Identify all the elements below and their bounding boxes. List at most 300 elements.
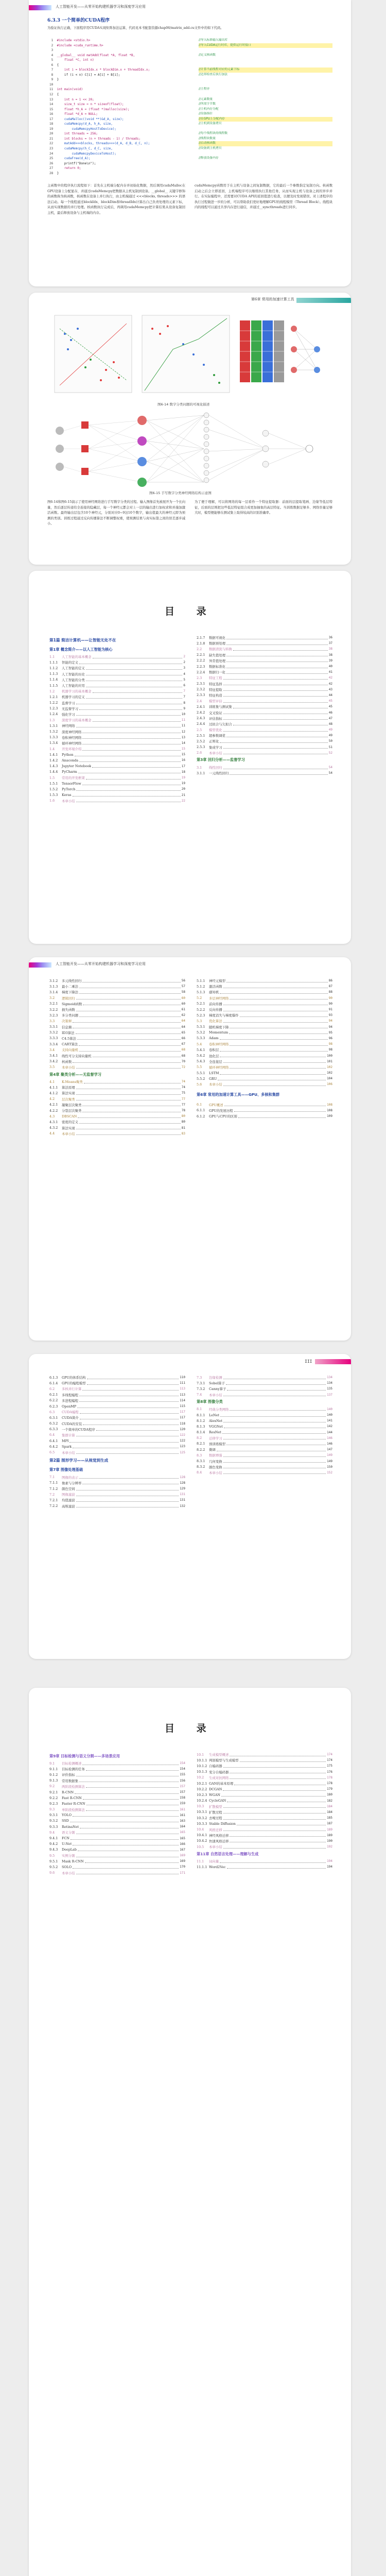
toc-entry[interactable] — [49, 706, 185, 711]
toc-entry[interactable] — [49, 1847, 185, 1853]
toc-entry[interactable] — [49, 677, 185, 683]
toc-entry[interactable] — [49, 671, 185, 677]
toc-entry-page: 129 — [180, 1487, 185, 1491]
toc-entry[interactable] — [197, 687, 332, 692]
toc-entry[interactable] — [49, 694, 185, 700]
toc-entry-page: 14 — [181, 741, 185, 745]
toc-entry-title: 决策树 — [61, 1019, 72, 1024]
toc-chapter-heading[interactable]: 第8章 图像分类 — [197, 1399, 223, 1404]
toc-entry[interactable] — [197, 1815, 332, 1821]
toc-entry[interactable] — [49, 1772, 185, 1777]
toc-entry[interactable] — [49, 984, 185, 989]
toc-entry[interactable] — [49, 1047, 185, 1053]
toc-entry[interactable] — [197, 1076, 332, 1081]
toc-entry[interactable] — [49, 1475, 185, 1480]
toc-entry[interactable] — [49, 995, 185, 1001]
toc-entry-number: 1.1.5 — [49, 683, 58, 688]
toc-entry[interactable] — [197, 1792, 332, 1798]
toc-entry[interactable] — [197, 1423, 332, 1429]
toc-entry[interactable] — [49, 1108, 185, 1113]
code-line-text: cudaMemcpy(h_C, d_C, size, — [57, 147, 113, 151]
toc-entry[interactable] — [49, 1824, 185, 1829]
toc-entry[interactable] — [49, 1113, 185, 1119]
toc-entry[interactable] — [197, 1769, 332, 1775]
toc-entry[interactable] — [197, 640, 332, 646]
toc-entry[interactable] — [49, 1503, 185, 1509]
toc-entry[interactable] — [197, 652, 332, 658]
toc-entry[interactable] — [197, 681, 332, 687]
toc-entry-title: 异常值处理 — [208, 658, 225, 663]
toc-entry[interactable] — [49, 1829, 185, 1835]
toc-dot-leader — [226, 642, 328, 645]
toc-entry[interactable] — [197, 1458, 332, 1464]
toc-entry-number: 1.5 — [49, 775, 55, 780]
toc-entry[interactable] — [197, 1386, 332, 1392]
code-comment: //释放设备内存 — [199, 157, 219, 160]
toc-entry[interactable] — [197, 1030, 332, 1036]
toc-entry[interactable] — [197, 1809, 332, 1815]
toc-dot-leader — [76, 1031, 181, 1034]
toc-dot-leader — [76, 1086, 181, 1089]
toc-entry[interactable] — [49, 1766, 185, 1772]
toc-dot-leader — [87, 1376, 179, 1379]
toc-dot-leader — [93, 655, 183, 658]
toc-entry-title: 本章小结 — [61, 1131, 75, 1136]
toc-entry[interactable] — [197, 1798, 332, 1804]
toc-entry-number: 5.5.2 — [197, 1076, 205, 1081]
toc-entry-number: 2.2.4 — [197, 670, 205, 674]
toc-entry[interactable] — [49, 1492, 185, 1497]
toc-entry[interactable] — [197, 1833, 332, 1838]
toc-entry-page: 154 — [180, 1767, 185, 1771]
toc-entry[interactable] — [49, 1079, 185, 1084]
toc-entry[interactable] — [49, 764, 185, 769]
toc-entry[interactable] — [197, 669, 332, 675]
mini-network — [294, 329, 317, 370]
code-line-text: float *C, int n) — [57, 58, 94, 62]
toc-entry[interactable] — [197, 1781, 332, 1786]
toc-entry[interactable] — [197, 704, 332, 709]
toc-entry[interactable] — [49, 1053, 185, 1058]
toc-entry[interactable] — [49, 1841, 185, 1847]
toc-entry[interactable] — [197, 744, 332, 750]
toc-entry[interactable] — [197, 1470, 332, 1476]
toc-entry[interactable] — [49, 1380, 185, 1386]
code-comment: //计算当前线程对应的元素下标 — [199, 67, 332, 73]
toc-dot-leader — [223, 711, 328, 714]
toc-entry[interactable] — [49, 1030, 185, 1036]
toc-entry[interactable] — [49, 1096, 185, 1102]
toc-entry[interactable] — [197, 1757, 332, 1763]
toc-chapter-heading[interactable]: 第3章 回归分析——监督学习 — [197, 757, 245, 762]
header-color-bar — [29, 962, 51, 968]
toc-entry[interactable] — [197, 770, 332, 776]
toc-entry-number: 1.4.3 — [49, 764, 58, 769]
toc-entry[interactable] — [197, 1064, 332, 1070]
toc-entry-title: 常用的开发框架 — [61, 776, 85, 781]
toc-entry-number: 5.1.1 — [197, 978, 205, 983]
toc-entry[interactable] — [197, 989, 332, 995]
toc-entry[interactable] — [197, 1070, 332, 1076]
toc-entry[interactable] — [197, 1392, 332, 1398]
toc-entry[interactable] — [49, 728, 185, 734]
toc-dot-leader — [233, 722, 328, 725]
toc-entry[interactable] — [197, 1435, 332, 1441]
toc-dot-leader — [82, 1103, 180, 1106]
toc-entry[interactable] — [49, 989, 185, 995]
toc-entry-number: 2.4 — [197, 699, 202, 703]
toc-entry[interactable] — [197, 978, 332, 984]
toc-entry[interactable] — [49, 1835, 185, 1841]
toc-entry[interactable] — [197, 646, 332, 652]
toc-entry[interactable] — [49, 1392, 185, 1398]
toc-entry-number: 10.2.4 — [197, 1799, 207, 1803]
toc-entry[interactable] — [49, 688, 185, 694]
code-comments — [199, 38, 332, 176]
toc-entry-title: 多层神经网络 — [208, 996, 229, 1001]
toc-entry[interactable] — [197, 1102, 332, 1108]
toc-chapter-heading[interactable]: 第1章 概念简介——以人工智能为核心 — [49, 647, 113, 652]
toc-entry[interactable] — [49, 781, 185, 786]
toc-entry[interactable] — [197, 1380, 332, 1386]
toc-entry[interactable] — [49, 1001, 185, 1007]
toc-entry[interactable] — [197, 698, 332, 704]
toc-entry-number: 9.3.1 — [49, 1813, 58, 1818]
toc-entry[interactable] — [197, 1406, 332, 1412]
toc-entry-number: 6.5 — [49, 1450, 55, 1455]
toc-entry-number: 10.2 — [197, 1775, 204, 1780]
toc-entry[interactable] — [197, 1047, 332, 1053]
toc-entry[interactable] — [49, 1125, 185, 1131]
toc-entry-page: 161 — [180, 1813, 185, 1817]
toc-entry-page: 7 — [183, 695, 185, 699]
toc-entry[interactable] — [197, 1844, 332, 1850]
toc-entry[interactable] — [197, 1418, 332, 1423]
toc-entry[interactable] — [197, 1763, 332, 1769]
toc-entry-title: 多进程编程 — [61, 1398, 78, 1403]
code-line-text: float *d_A = NULL; — [57, 112, 98, 116]
toc-dot-leader — [220, 1072, 326, 1075]
toc-entry-number: 9.2.1 — [49, 1790, 58, 1794]
page-number: III — [305, 1359, 312, 1364]
toc-entry-page: 48 — [328, 722, 332, 726]
toc-entry-title: Anaconda — [61, 758, 79, 762]
code-comment: //导入标准输入输出库 — [199, 39, 228, 42]
toc-entry[interactable] — [197, 1059, 332, 1064]
toc-entry[interactable] — [197, 675, 332, 681]
toc-entry[interactable] — [197, 1007, 332, 1012]
toc-dot-leader — [234, 1109, 326, 1112]
section-title: 6.3.3 一个简单的CUDA程序 — [47, 18, 110, 23]
toc-entry[interactable] — [49, 1870, 185, 1876]
toc-title: 目 录 — [165, 1723, 216, 1734]
toc-entry[interactable] — [49, 1041, 185, 1047]
code-line — [49, 77, 183, 82]
toc-entry[interactable] — [197, 1464, 332, 1470]
toc-entry-number: 4.3.1 — [49, 1120, 58, 1124]
toc-entry-page: 38 — [328, 653, 332, 657]
toc-entry-list — [197, 635, 332, 756]
toc-dot-leader — [76, 788, 180, 791]
toc-dot-leader — [75, 753, 181, 756]
toc-entry[interactable] — [197, 664, 332, 669]
toc-entry[interactable] — [197, 692, 332, 698]
toc-entry[interactable] — [49, 659, 185, 665]
toc-entry[interactable] — [197, 1108, 332, 1113]
toc-entry-number: 4.3.2 — [49, 1126, 58, 1130]
toc-entry[interactable] — [197, 635, 332, 640]
toc-entry[interactable] — [49, 1007, 185, 1012]
toc-entry-title: 线性可分支持向量机 — [61, 1054, 92, 1058]
toc-entry-title: 损失函数 — [61, 1008, 75, 1012]
toc-entry[interactable] — [197, 1036, 332, 1041]
toc-entry-title: 梯度消失与梯度爆炸 — [208, 1013, 239, 1018]
toc-chapter-heading[interactable]: 第6章 常用的加速计算工具——GPU、多核和集群 — [197, 1092, 280, 1097]
toc-entry[interactable] — [49, 792, 185, 798]
toc-chapter-heading[interactable]: 第4章 聚类分析——无监督学习 — [49, 1072, 101, 1077]
toc-entry-number: 1.3.3 — [49, 735, 58, 740]
toc-entry[interactable] — [197, 1858, 332, 1864]
toc-entry[interactable] — [49, 1415, 185, 1420]
toc-entry[interactable] — [49, 1444, 185, 1449]
toc-entry[interactable] — [197, 1430, 332, 1435]
toc-entry[interactable] — [197, 1375, 332, 1380]
toc-dot-leader — [73, 1445, 179, 1448]
toc-dot-leader — [76, 1132, 181, 1135]
toc-entry[interactable] — [49, 665, 185, 671]
toc-entry[interactable] — [197, 1752, 332, 1757]
toc-entry[interactable] — [49, 752, 185, 757]
toc-dot-leader — [70, 1819, 179, 1822]
toc-entry-number: 9.4.1 — [49, 1836, 58, 1841]
toc-entry-number: 9.4.3 — [49, 1848, 58, 1852]
toc-entry-page: 135 — [327, 1387, 332, 1391]
toc-entry-title: VGGNet — [208, 1424, 223, 1429]
toc-entry[interactable] — [49, 1497, 185, 1503]
toc-entry-title: 一个简单的CUDA程序 — [61, 1427, 95, 1432]
toc-chapter-heading[interactable]: 第9章 目标检测与语义分割——多场景应用 — [49, 1753, 120, 1758]
toc-dot-leader — [79, 661, 182, 664]
toc-entry-page: 131 — [180, 1498, 185, 1502]
toc-entry[interactable] — [197, 765, 332, 770]
toc-entry-title: SOLO — [61, 1865, 72, 1869]
toc-entry[interactable] — [197, 1001, 332, 1007]
toc-entry[interactable] — [49, 1795, 185, 1801]
toc-entry[interactable] — [197, 1441, 332, 1447]
toc-entry[interactable] — [49, 1864, 185, 1870]
toc-entry[interactable] — [49, 1398, 185, 1403]
toc-entry[interactable] — [49, 775, 185, 781]
toc-entry-title: 变分自编码器 — [208, 1770, 229, 1774]
toc-entry[interactable] — [49, 1024, 185, 1030]
toc-entry-title: Momentum — [208, 1030, 229, 1035]
toc-entry[interactable] — [49, 717, 185, 723]
toc-entry[interactable] — [197, 1775, 332, 1781]
toc-entry[interactable] — [49, 1119, 185, 1125]
toc-entry-number: 3.2.2 — [49, 1007, 58, 1012]
toc-entry-page: 185 — [327, 1816, 332, 1820]
toc-dot-leader — [73, 1814, 179, 1817]
toc-entry-page: 46 — [328, 710, 332, 715]
toc-entry-number: 11.1.1 — [197, 1865, 207, 1869]
toc-entry[interactable] — [197, 984, 332, 989]
toc-entry[interactable] — [49, 1818, 185, 1824]
toc-dot-leader — [82, 730, 180, 733]
header-color-bar — [29, 5, 51, 10]
toc-entry-list — [49, 1475, 185, 1509]
toc-entry[interactable] — [49, 711, 185, 717]
toc-entry[interactable] — [49, 1807, 185, 1812]
toc-entry-list — [197, 1375, 332, 1398]
toc-entry[interactable] — [49, 1480, 185, 1486]
toc-dot-leader — [221, 1793, 326, 1797]
toc-entry[interactable] — [49, 746, 185, 752]
toc-entry-page: 149 — [327, 1459, 332, 1463]
toc-entry-number: 2.4.3 — [197, 716, 205, 721]
toc-entry[interactable] — [49, 1858, 185, 1864]
toc-entry[interactable] — [49, 1438, 185, 1444]
toc-column-left — [49, 978, 185, 1137]
toc-dot-leader — [76, 1871, 179, 1874]
toc-entry[interactable] — [49, 1789, 185, 1795]
toc-column-right — [197, 635, 332, 776]
toc-entry-number: 10.5 — [197, 1844, 204, 1849]
toc-entry-number: 3.4.1 — [49, 1054, 58, 1058]
toc-entry[interactable] — [197, 1053, 332, 1058]
toc-entry-number: 5.3.3 — [197, 1036, 205, 1041]
toc-entry-number: 11.1 — [197, 1859, 204, 1863]
toc-entry[interactable] — [197, 1826, 332, 1832]
toc-entry[interactable] — [49, 1036, 185, 1041]
toc-entry[interactable] — [49, 769, 185, 775]
toc-entry-number: 10.1.2 — [197, 1764, 207, 1768]
code-comment — [199, 127, 332, 132]
hidden-layer — [137, 416, 147, 487]
toc-entry-title: 感知机 — [208, 990, 219, 995]
toc-entry[interactable] — [49, 740, 185, 746]
toc-entry[interactable] — [49, 1403, 185, 1409]
toc-entry-page: 36 — [328, 636, 332, 640]
toc-entry[interactable] — [49, 1421, 185, 1427]
toc-entry[interactable] — [197, 1412, 332, 1418]
toc-entry[interactable] — [197, 1786, 332, 1792]
toc-entry-page: 180 — [327, 1793, 332, 1797]
toc-entry[interactable] — [49, 757, 185, 763]
code-line-number: 16 — [49, 112, 57, 116]
toc-entry[interactable] — [49, 1409, 185, 1415]
toc-entry[interactable] — [49, 1853, 185, 1858]
toc-entry[interactable] — [49, 1131, 185, 1137]
toc-entry[interactable] — [197, 1864, 332, 1870]
toc-entry[interactable] — [197, 721, 332, 727]
toc-entry-page: 75 — [181, 1091, 185, 1095]
toc-entry[interactable] — [197, 1041, 332, 1047]
toc-entry[interactable] — [49, 1012, 185, 1018]
toc-dot-leader — [79, 1121, 181, 1124]
toc-entry[interactable] — [49, 735, 185, 740]
toc-entry-page: 102 — [327, 1065, 332, 1069]
toc-dot-leader — [223, 682, 328, 685]
toc-entry-page: 57 — [181, 985, 185, 989]
code-line-number: 3 — [49, 48, 57, 53]
toc-entry-title: 多核并行计算 — [61, 1387, 82, 1392]
code-comment — [199, 171, 332, 176]
toc-entry[interactable] — [49, 1102, 185, 1108]
toc-entry[interactable] — [197, 658, 332, 664]
toc-entry[interactable] — [49, 1778, 185, 1784]
toc-entry-title: 集群计算 — [61, 1433, 75, 1437]
toc-dot-leader — [76, 1433, 179, 1436]
toc-entry-title: 人工智能的历史 — [61, 672, 85, 676]
toc-entry[interactable] — [197, 995, 332, 1001]
toc-entry[interactable] — [197, 716, 332, 721]
toc-entry[interactable] — [197, 1804, 332, 1809]
toc-entry[interactable] — [197, 709, 332, 715]
toc-entry[interactable] — [197, 1081, 332, 1087]
toc-entry[interactable] — [49, 1801, 185, 1806]
toc-entry[interactable] — [49, 1375, 185, 1380]
toc-entry[interactable] — [49, 1812, 185, 1818]
toc-entry[interactable] — [197, 1024, 332, 1030]
toc-entry[interactable] — [49, 786, 185, 792]
toc-entry[interactable] — [197, 738, 332, 744]
toc-entry[interactable] — [49, 1059, 185, 1064]
toc-entry[interactable] — [197, 1452, 332, 1458]
toc-entry[interactable] — [49, 1784, 185, 1789]
toc-entry[interactable] — [49, 978, 185, 984]
toc-entry-list — [49, 1760, 185, 1876]
toc-entry[interactable] — [49, 683, 185, 688]
toc-entry[interactable] — [49, 1449, 185, 1455]
toc-entry[interactable] — [197, 1838, 332, 1844]
toc-entry[interactable] — [49, 723, 185, 728]
toc-entry[interactable] — [49, 1064, 185, 1070]
toc-entry[interactable] — [49, 1084, 185, 1090]
running-header-right: 第6章 常用的加速计算工具 — [251, 297, 294, 301]
toc-entry[interactable] — [197, 1447, 332, 1452]
toc-chapter-heading[interactable]: 第7章 图像处理基础 — [49, 1467, 83, 1472]
toc-entry-title: 常用数据集 — [61, 1778, 78, 1783]
toc-entry[interactable] — [197, 1018, 332, 1024]
toc-entry[interactable] — [49, 1386, 185, 1392]
toc-entry[interactable] — [197, 1113, 332, 1119]
toc-entry-number: 4.1.1 — [49, 1085, 58, 1090]
toc-entry-title: 颜色空间 — [61, 1487, 75, 1492]
toc-entry[interactable] — [197, 727, 332, 733]
toc-entry[interactable] — [49, 654, 185, 659]
toc-entry-page: 45 — [328, 705, 332, 709]
toc-entry[interactable] — [197, 733, 332, 738]
toc-entry-number: 3.3 — [49, 1019, 55, 1023]
toc-entry[interactable] — [49, 1432, 185, 1438]
toc-entry-number: 2.4.4 — [197, 722, 205, 726]
toc-entry[interactable] — [49, 1018, 185, 1024]
toc-entry[interactable] — [49, 1090, 185, 1096]
toc-entry[interactable] — [197, 1012, 332, 1018]
toc-entry-title: 数据预处理 — [208, 641, 225, 646]
toc-entry-title: DBSCAN — [61, 1114, 77, 1118]
toc-entry[interactable] — [197, 1821, 332, 1826]
toc-entry-number: 10.4.1 — [197, 1833, 207, 1838]
toc-entry[interactable] — [49, 1427, 185, 1432]
toc-entry[interactable] — [49, 1760, 185, 1766]
toc-entry[interactable] — [197, 750, 332, 756]
toc-entry[interactable] — [49, 700, 185, 706]
toc-entry[interactable] — [49, 798, 185, 804]
toc-entry-title: 目标检测的任务 — [61, 1767, 85, 1772]
toc-entry[interactable] — [49, 1486, 185, 1492]
toc-chapter-heading[interactable]: 第11章 自然语言处理——理解与生成 — [197, 1851, 259, 1856]
